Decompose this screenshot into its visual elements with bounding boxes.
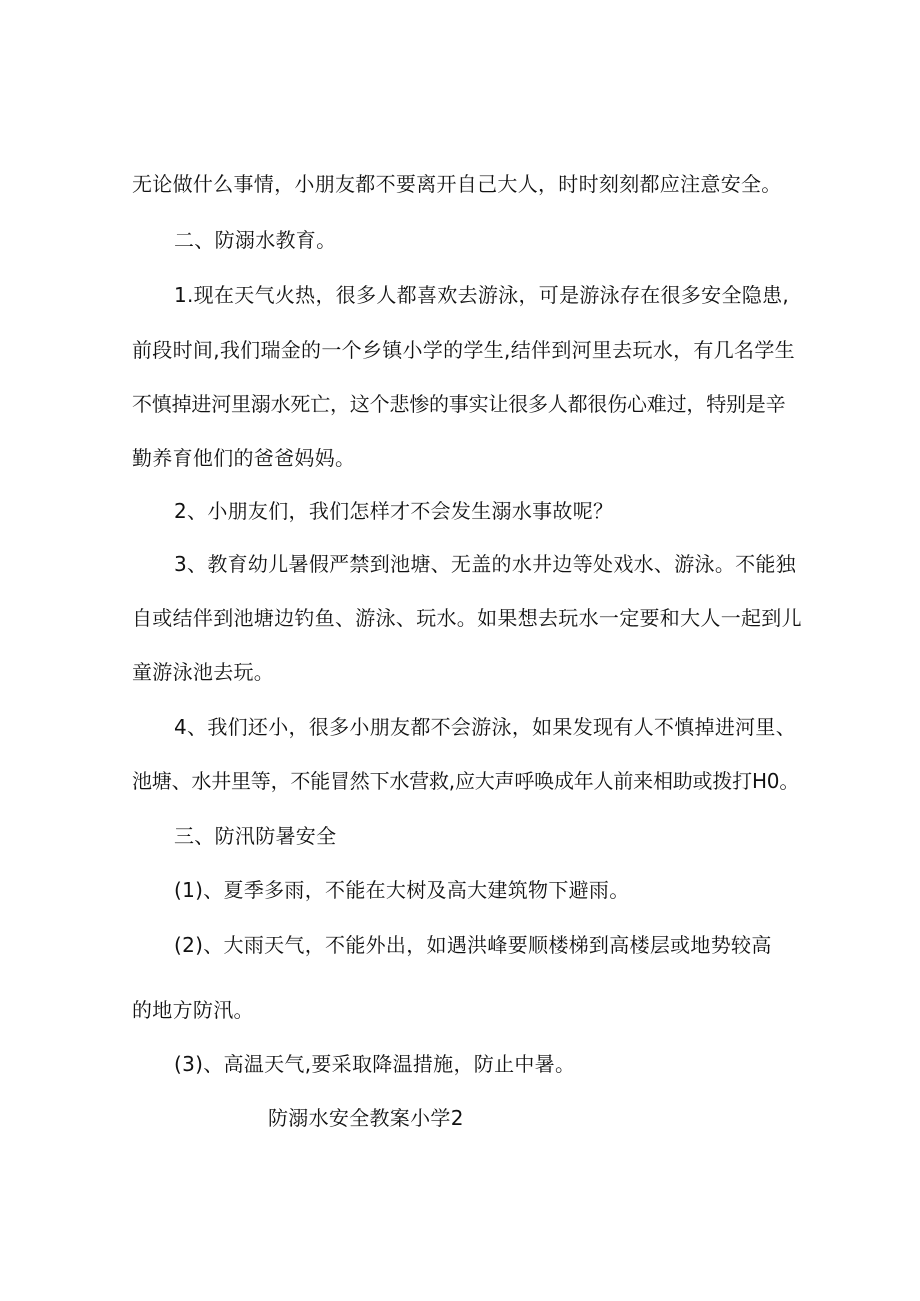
paragraph-line: (2)、大雨天气，不能外出，如遇洪峰要顺楼梯到高楼层或地势较高 [174, 933, 772, 957]
paragraph-line: (1)、夏季多雨，不能在大树及高大建筑物下避雨。 [174, 878, 630, 902]
paragraph-line: (3)、高温天气,要采取降温措施，防止中暑。 [174, 1052, 576, 1076]
next-lesson-title: 防溺水安全教案小学2 [268, 1106, 464, 1130]
paragraph-line: 童游泳池去玩。 [132, 660, 275, 684]
paragraph-line: 无论做什么事情，小朋友都不要离开自己大人，时时刻刻都应注意安全。 [132, 172, 782, 196]
paragraph-line: 1.现在天气火热，很多人都喜欢去游泳，可是游泳存在很多安全隐患, [174, 283, 790, 307]
paragraph-line: 不慎掉进河里溺水死亡，这个悲惨的事实让很多人都很伤心难过，特别是辛 [132, 392, 786, 416]
paragraph-line: 自或结伴到池塘边钓鱼、游泳、玩水。如果想去玩水一定要和大人一起到儿 [132, 606, 802, 630]
section-heading-flood-heat-safety: 三、防汛防暑安全 [174, 824, 337, 848]
paragraph-line: 勤养育他们的爸爸妈妈。 [132, 446, 356, 470]
paragraph-line: 3、教育幼儿暑假严禁到池塘、无盖的水井边等处戏水、游泳。不能独 [174, 552, 797, 576]
section-heading-drowning-prevention: 二、防溺水教育。 [174, 228, 337, 252]
paragraph-line: 池塘、水井里等，不能冒然下水营救,应大声呼唤成年人前来相助或拨打H0。 [132, 769, 800, 793]
paragraph-line: 的地方防汛。 [132, 998, 254, 1022]
paragraph-line: 2、小朋友们，我们怎样才不会发生溺水事故呢？ [174, 499, 614, 523]
paragraph-line: 前段时间,我们瑞金的一个乡镇小学的学生,结伴到河里去玩水，有几名学生 [132, 338, 795, 362]
paragraph-line: 4、我们还小，很多小朋友都不会游泳，如果发现有人不慎掉进河里、 [174, 715, 797, 739]
